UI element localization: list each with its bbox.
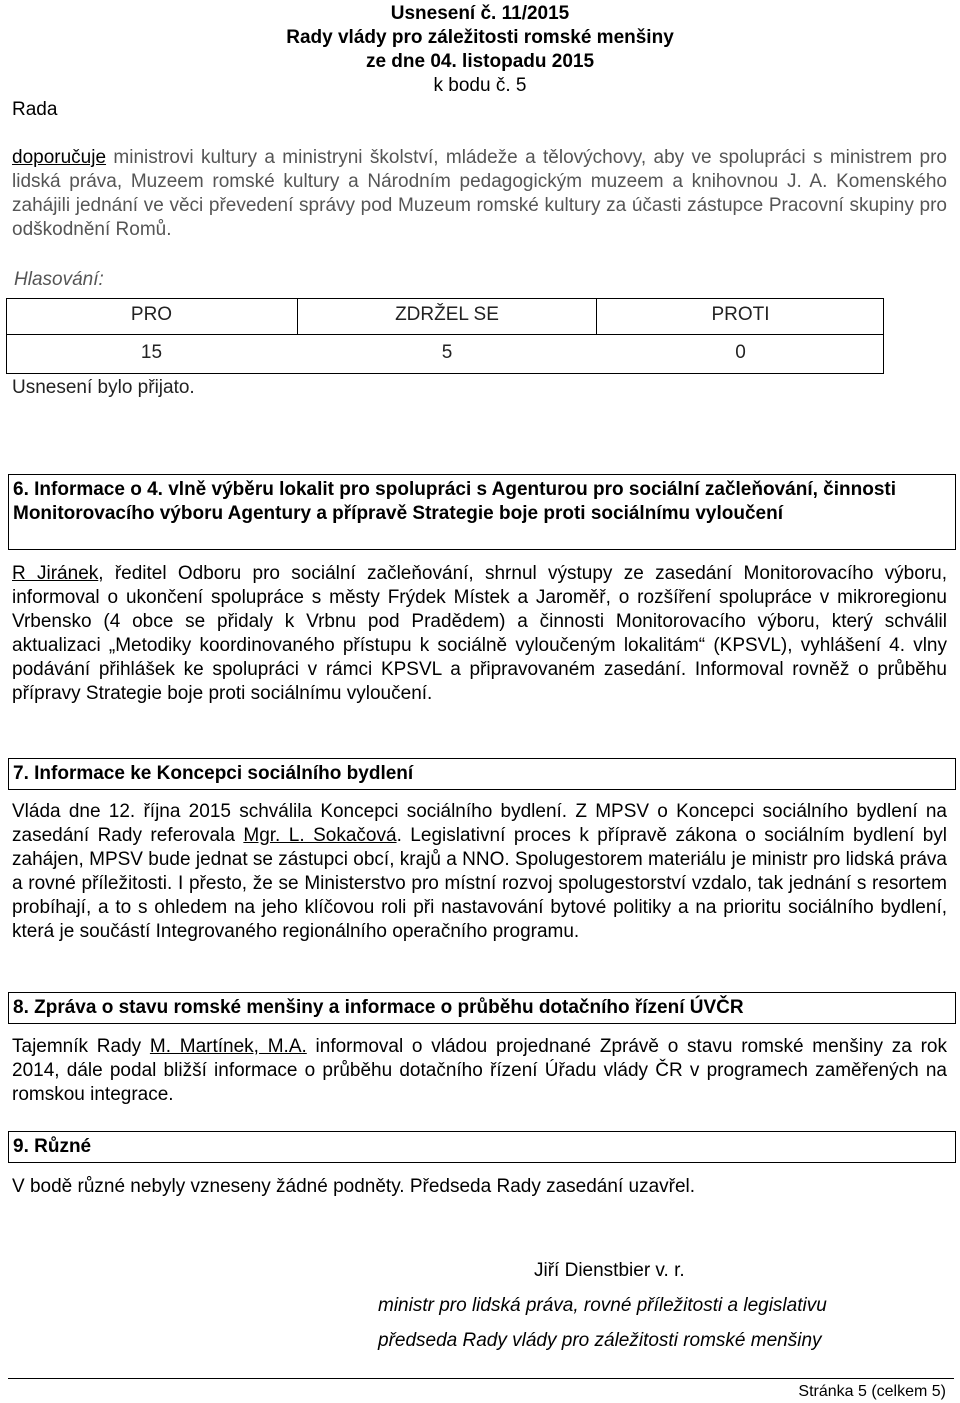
item8-heading: 8. Zpráva o stavu romské menšiny a informace o průběhu dotačního řízení ÚVČR	[8, 992, 956, 1024]
item8-presenter: M. Martínek, M.A.	[149, 1036, 307, 1057]
signature-name: Jiří Dienstbier v. r.	[534, 1260, 685, 1281]
item7-text	[12, 800, 947, 944]
item8-body-end: informoval o vládou projednané Zprávě o stavu romské menšiny za rok 2014, dále podal bližší informace o průběhu dotačního řízení Úřadu vlády ČR v programech zaměřených na romskou integrace.	[12, 1036, 947, 1105]
vote-result: Usnesení bylo přijato.	[12, 377, 195, 398]
item7-presenter: Mgr. L. Sokačová	[243, 825, 397, 846]
meeting-date: ze dne 04. listopadu 2015	[365, 51, 595, 72]
item7-heading: 7. Informace ke Koncepci sociálního bydlení	[8, 758, 956, 790]
vote-value-against: 0	[735, 342, 746, 363]
vote-header-pro: PRO	[130, 304, 173, 325]
header-title	[0, 2, 960, 74]
vote-header-against: PROTI	[711, 304, 770, 325]
item6-presenter: R Jiránek	[12, 563, 99, 584]
page-number: Stránka 5 (celkem 5)	[798, 1383, 946, 1400]
footer-rule	[8, 1378, 954, 1379]
item8-text	[12, 1035, 947, 1107]
resolution-text	[12, 146, 947, 242]
signature-role-minister: ministr pro lidská práva, rovné příležitosti a legislativu	[378, 1295, 827, 1316]
item-reference: k bodu č. 5	[433, 75, 527, 96]
item6-body: , ředitel Odboru pro sociální začleňování, shrnul výstupy ze zasedání Monitorovacího výboru, informoval o ukončení spolupráce s městy Frýdek Místek a Jaroměř, o rozšíření spolupráce v mikroregionu Vrbensko (4 obce se přidaly k Vrbnu pod Pradědem) a činnosti Monitorovacího výboru, který schválil aktualizaci „Metodiky koordinovaného přístupu k sociálně vyloučeným lokalitám“ (KPSVL), vyhlášení 4. vlny podávání přihlášek ke spolupráci v rámci KPSVL a připravovaném zasedání. Informoval rovněž o průběhu přípravy Strategie boje proti sociálnímu vyloučení.	[12, 563, 947, 704]
vote-value-pro: 15	[140, 342, 163, 363]
item9-text: V bodě různé nebyly vzneseny žádné podněty. Předseda Rady zasedání uzavřel.	[12, 1176, 696, 1197]
resolution-keyword: doporučuje	[12, 147, 107, 168]
vote-label: Hlasování:	[14, 269, 104, 290]
vote-value-abstain: 5	[441, 342, 453, 363]
vote-table-divider	[6, 334, 884, 335]
item7-body-start: Vláda dne 12. října 2015 schválila Koncepci sociálního bydlení. Z MPSV o Koncepci sociálního bydlení na zasedání Rady referovala	[12, 801, 947, 846]
item6-text	[12, 562, 947, 706]
item8-body-start: Tajemník Rady	[12, 1036, 150, 1057]
council-name: Rady vlády pro záležitosti romské menšiny	[286, 27, 674, 48]
signature-role-chair: předseda Rady vlády pro záležitosti romské menšiny	[378, 1330, 822, 1351]
item7-body-end: . Legislativní proces k přípravě zákona o sociálním bydlení byl zahájen, MPSV bude jednat se zástupci obcí, krajů a NNO. Spolugestorem materiálu je ministr pro lidská práva a rovné příležitosti. I přesto, že se Ministerstvo pro místní rozvoj spolugestorství vzdalo, tak jednání s resortem probíhají, a to s ohledem na jeho klíčovou roli při nastavování bytové politiky a na prioritu sociálního bydlení, která je součástí Integrovaného regionálního operačního programu.	[12, 825, 948, 942]
resolution-number: Usnesení č. 11/2015	[390, 3, 570, 24]
vote-header-abstain: ZDRŽEL SE	[395, 304, 499, 325]
item9-heading: 9. Různé	[8, 1131, 956, 1163]
item6-heading: 6. Informace o 4. vlně výběru lokalit pro spolupráci s Agenturou pro sociální začleňování, činnosti Monitorovacího výboru Agentury a přípravě Strategie boje proti sociálnímu vyloučení	[8, 474, 956, 550]
rada-label: Rada	[12, 99, 58, 120]
resolution-body: ministrovi kultury a ministryni školství, mládeže a tělovýchovy, aby ve spolupráci s ministrem pro lidská práva, Muzeem romské kultury a Národním pedagogickým muzeem a knihovnou J. A. Komenského zahájili jednání ve věci převedení správy pod Muzeum romské kultury za účasti zástupce Pracovní skupiny pro odškodnění Romů.	[12, 147, 947, 240]
